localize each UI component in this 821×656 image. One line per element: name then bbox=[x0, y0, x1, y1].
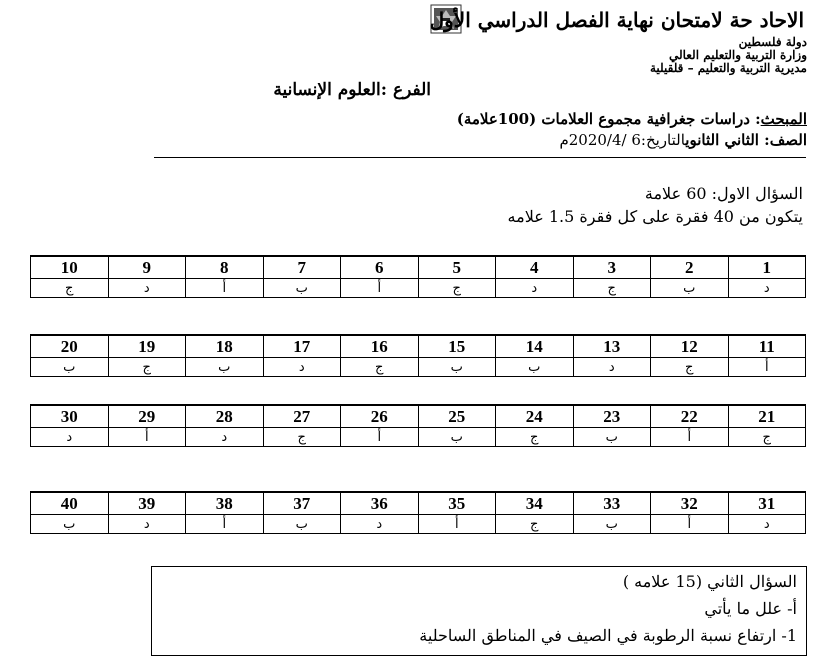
question1-title: السؤال الاول: 60 علامة bbox=[644, 184, 803, 203]
answer-cell: أ bbox=[341, 428, 419, 447]
question-number-cell: 4 bbox=[496, 256, 574, 279]
answer-table-3 bbox=[30, 404, 806, 447]
directorate-name: مديرية التربية والتعليم – قلقيلية bbox=[649, 61, 807, 75]
question-number-cell: 1 bbox=[728, 256, 806, 279]
answer-cell: ب bbox=[186, 358, 264, 377]
answer-table-4 bbox=[30, 491, 806, 534]
answer-cell: ب bbox=[651, 279, 729, 298]
answer-cell: ج bbox=[496, 428, 574, 447]
exam-title: الاحاد حة لامتحان نهاية الفصل الدراسي الأول bbox=[429, 8, 804, 32]
answer-cell: أ bbox=[108, 428, 186, 447]
question1-description: يتكون من 40 فقرة على كل فقرة 1.5 علامه bbox=[507, 207, 803, 226]
answer-cell: أ bbox=[728, 358, 806, 377]
question-number-cell: 19 bbox=[108, 335, 186, 358]
answer-table-1 bbox=[30, 255, 806, 298]
question-number-row bbox=[31, 335, 806, 358]
question-number-cell: 33 bbox=[573, 492, 651, 515]
answer-row bbox=[31, 515, 806, 534]
answer-cell: أ bbox=[418, 515, 496, 534]
question-number-cell: 11 bbox=[728, 335, 806, 358]
answer-cell: ج bbox=[341, 358, 419, 377]
answer-cell: ب bbox=[418, 428, 496, 447]
question-number-cell: 34 bbox=[496, 492, 574, 515]
question-number-cell: 28 bbox=[186, 405, 264, 428]
answer-cell: د bbox=[263, 358, 341, 377]
answer-cell: ب bbox=[418, 358, 496, 377]
branch-label: الفرع :العلوم الإنسانية bbox=[273, 80, 431, 100]
question2-title: السؤال الثاني (15 علامه ) bbox=[622, 572, 797, 591]
answer-cell: ج bbox=[263, 428, 341, 447]
question-number-cell: 3 bbox=[573, 256, 651, 279]
question-number-cell: 31 bbox=[728, 492, 806, 515]
answer-cell: ج bbox=[573, 279, 651, 298]
question-number-cell: 21 bbox=[728, 405, 806, 428]
answer-cell: د bbox=[108, 279, 186, 298]
answer-cell: أ bbox=[651, 515, 729, 534]
question-number-cell: 12 bbox=[651, 335, 729, 358]
question-number-cell: 38 bbox=[186, 492, 264, 515]
question-number-cell: 27 bbox=[263, 405, 341, 428]
answer-cell: د bbox=[728, 515, 806, 534]
question-number-cell: 2 bbox=[651, 256, 729, 279]
question-number-cell: 20 bbox=[31, 335, 109, 358]
question-number-cell: 39 bbox=[108, 492, 186, 515]
answer-cell: أ bbox=[186, 279, 264, 298]
question-number-cell: 7 bbox=[263, 256, 341, 279]
question-number-cell: 15 bbox=[418, 335, 496, 358]
question-number-cell: 16 bbox=[341, 335, 419, 358]
question-number-cell: 24 bbox=[496, 405, 574, 428]
question-number-cell: 36 bbox=[341, 492, 419, 515]
question-number-cell: 17 bbox=[263, 335, 341, 358]
question-number-row bbox=[31, 492, 806, 515]
subject-value: : دراسات جغرافية مجموع العلامات (100علامة) bbox=[456, 110, 761, 128]
answer-cell: أ bbox=[341, 279, 419, 298]
answer-cell: د bbox=[728, 279, 806, 298]
question-number-cell: 5 bbox=[418, 256, 496, 279]
question-number-cell: 40 bbox=[31, 492, 109, 515]
answer-cell: د bbox=[496, 279, 574, 298]
subject-line bbox=[457, 110, 807, 128]
state-name: دولة فلسطين bbox=[738, 35, 807, 49]
answer-cell: أ bbox=[186, 515, 264, 534]
question-number-row bbox=[31, 405, 806, 428]
subject-label: المبحث bbox=[760, 110, 807, 128]
answer-cell: ج bbox=[496, 515, 574, 534]
question-number-cell: 10 bbox=[31, 256, 109, 279]
question-number-cell: 14 bbox=[496, 335, 574, 358]
question-number-cell: 30 bbox=[31, 405, 109, 428]
exam-date: التاريخ:6 /2020/4م bbox=[559, 131, 686, 149]
question-number-cell: 18 bbox=[186, 335, 264, 358]
question-number-cell: 32 bbox=[651, 492, 729, 515]
answer-cell: ب bbox=[573, 515, 651, 534]
answer-cell: ج bbox=[728, 428, 806, 447]
grade-label: الصف: الثاني الثانوي bbox=[685, 131, 807, 149]
answer-table-2 bbox=[30, 334, 806, 377]
answer-cell: د bbox=[341, 515, 419, 534]
question-number-cell: 6 bbox=[341, 256, 419, 279]
grade-line bbox=[559, 131, 807, 149]
ministry-name: وزارة التربية والتعليم العالي bbox=[668, 48, 807, 62]
question-number-cell: 23 bbox=[573, 405, 651, 428]
question-number-cell: 22 bbox=[651, 405, 729, 428]
header-divider bbox=[154, 157, 806, 158]
question-number-row bbox=[31, 256, 806, 279]
question-number-cell: 13 bbox=[573, 335, 651, 358]
question-number-cell: 37 bbox=[263, 492, 341, 515]
answer-cell: ج bbox=[31, 279, 109, 298]
answer-cell: د bbox=[186, 428, 264, 447]
answer-cell: ب bbox=[31, 515, 109, 534]
answer-row bbox=[31, 428, 806, 447]
answer-cell: ب bbox=[573, 428, 651, 447]
answer-cell: د bbox=[31, 428, 109, 447]
answer-cell: ب bbox=[263, 515, 341, 534]
question2-item: 1- ارتفاع نسبة الرطوبة في الصيف في المناطق الساحلية bbox=[419, 626, 797, 645]
question-number-cell: 35 bbox=[418, 492, 496, 515]
answer-cell: ج bbox=[108, 358, 186, 377]
answer-cell: ج bbox=[651, 358, 729, 377]
answer-cell: أ bbox=[651, 428, 729, 447]
question-number-cell: 8 bbox=[186, 256, 264, 279]
question2-subtitle: أ- علل ما يأتي bbox=[704, 599, 797, 618]
question-number-cell: 9 bbox=[108, 256, 186, 279]
question-number-cell: 25 bbox=[418, 405, 496, 428]
institution-block bbox=[587, 36, 807, 75]
answer-cell: ب bbox=[263, 279, 341, 298]
answer-row bbox=[31, 358, 806, 377]
answer-row bbox=[31, 279, 806, 298]
question-number-cell: 26 bbox=[341, 405, 419, 428]
answer-cell: ب bbox=[31, 358, 109, 377]
question-number-cell: 29 bbox=[108, 405, 186, 428]
answer-cell: ب bbox=[496, 358, 574, 377]
answer-cell: د bbox=[108, 515, 186, 534]
answer-cell: د bbox=[573, 358, 651, 377]
answer-cell: ج bbox=[418, 279, 496, 298]
